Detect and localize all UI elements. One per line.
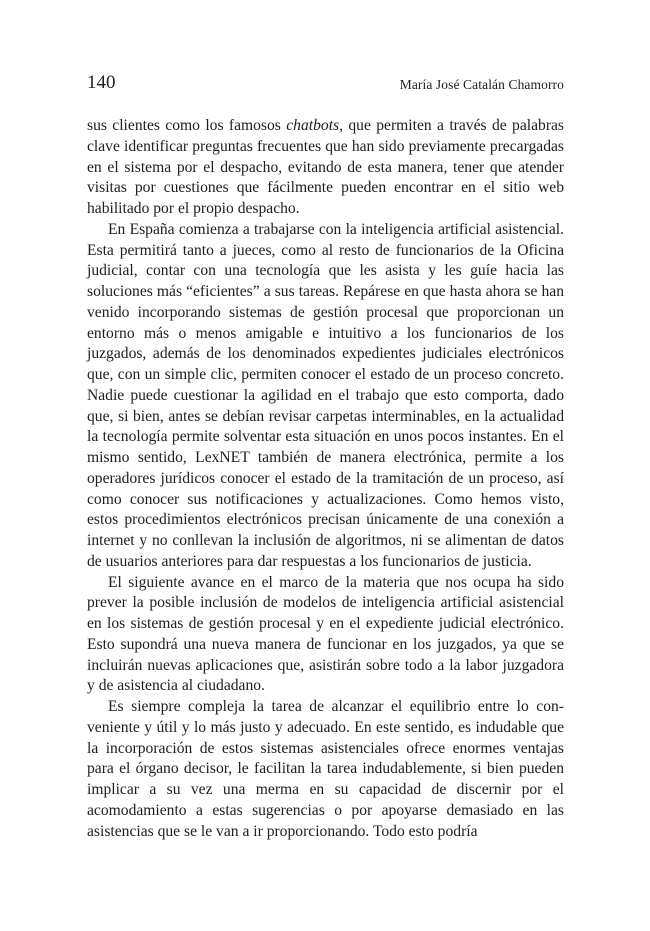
paragraph-1 (87, 116, 564, 220)
page-header (87, 64, 564, 104)
book-page (87, 64, 564, 842)
paragraph-1-text-end: que permiten a través de palabras clave identificar preguntas frecuentes que han sido previamente precargadas en el sistema por el despacho, evitando de esta manera, tener que atender visitas por cuestiones que fácilmente pueden encontrar en el sitio web habilitado por el propio despacho. (87, 117, 564, 217)
paragraph-1-text-start: sus clientes como los famosos (87, 117, 287, 134)
running-head-author: María José Catalán Chamorro (399, 77, 564, 92)
page-number: 140 (87, 72, 116, 93)
paragraph-3: El siguiente avance en el marco de la materia que nos ocupa ha sido prever la posible inclusión de modelos de inteligencia artificial asistencial en los sistemas de gestión procesal y en el expediente judicial electrónico. Esto supondrá una nueva manera de funcionar en los juzgados, ya que se incluirán nuevas aplicaciones que, asistirán sobre todo a la labor juzgadora y de asistencia al ciudadano. (87, 573, 564, 695)
body-text (87, 116, 564, 842)
paragraph-1-italic-term: chatbots, (286, 117, 343, 134)
paragraph-2: En España comienza a trabajarse con la inteligencia artificial asistencial. Esta permitirá tanto a jueces, como al resto de funcionarios de la Oficina judicial, contar con una tecnología que les asista y les guíe hacia las soluciones más “eficientes” a sus tareas. Repárese en que hasta ahora se han venido incorporando sistemas de gestión procesal que proporcionan un entorno más o menos amigable e intuitivo a los funcionarios de los juzgados, además de los denominados expedientes judiciales electrónicos que, con un simple clic, permiten conocer el estado de un proceso concreto. Nadie puede cuestionar la agilidad en el trabajo que esto comporta, dado que, si bien, antes se debían revisar carpetas interminables, en la actualidad la tecnología permite solventar esta situación en unos pocos instantes. En el mismo sentido, LexNET también de manera electrónica, permite a los operadores jurídicos conocer el estado de la tramitación de un proceso, así como conocer sus notificaciones y actualizaciones. Como hemos visto, estos procedimientos electrónicos precisan únicamente de una conexión a internet y no conllevan la inclusión de algoritmos, ni se alimentan de datos de usuarios anteriores para dar respuestas a los funcionarios de justicia. (87, 220, 564, 570)
paragraph-4: Es siempre compleja la tarea de alcanzar el equilibrio entre lo conveniente y útil y lo más justo y adecuado. En este sentido, es indudable que la incorporación de estos sistemas asistenciales ofrece enormes ventajas para el órgano decisor, le facilitan la tarea indudablemente, si bien pueden implicar a su vez una merma en su capacidad de discernir por el acomodamiento a estas sugerencias o por apoyarse demasiado en las asistencias que se le van a ir proporcionando. Todo esto podría (87, 698, 564, 840)
